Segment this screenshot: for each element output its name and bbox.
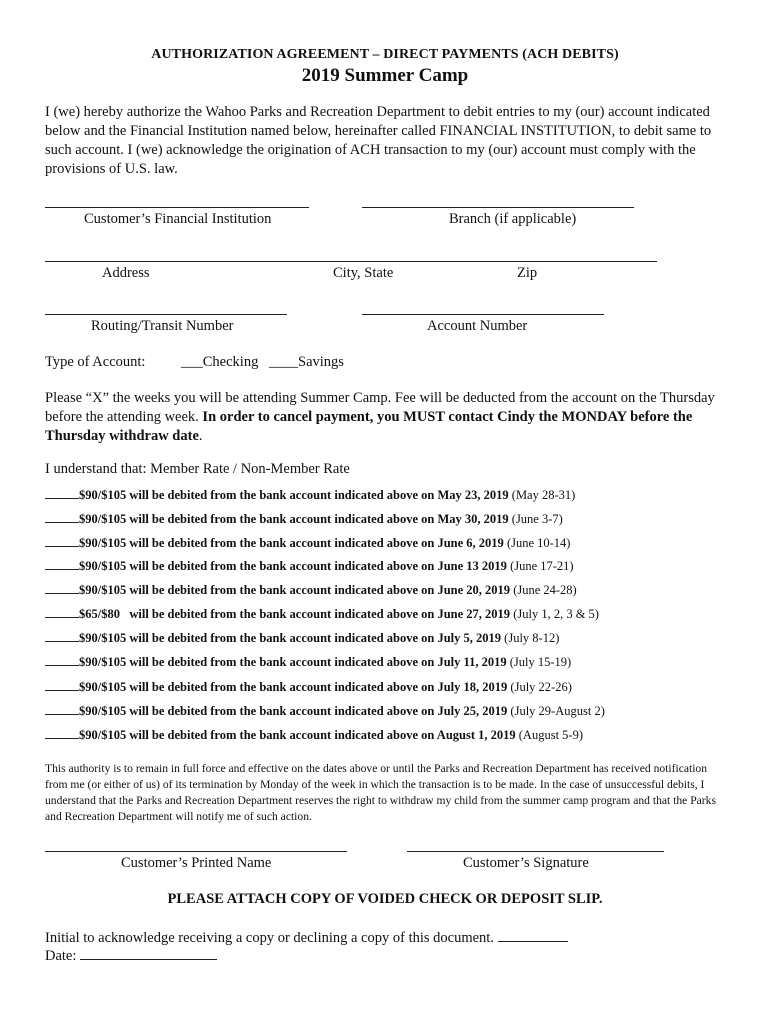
signature-label: Customer’s Signature	[463, 855, 589, 871]
financial-institution-line[interactable]	[45, 207, 309, 208]
debit-row	[45, 535, 570, 551]
debit-text: will be debited from the bank account indicated above on May 30, 2019	[126, 512, 509, 526]
financial-institution-label: Customer’s Financial Institution	[84, 211, 272, 227]
debit-week: (June 10-14)	[503, 536, 571, 550]
debit-week: (August 5-9)	[515, 728, 583, 742]
savings-option[interactable]: ____Savings	[269, 354, 344, 370]
debit-week: (July 8-12)	[501, 631, 560, 645]
debit-text: will be debited from the bank account indicated above on June 27, 2019	[119, 607, 511, 621]
debit-row	[45, 511, 563, 527]
debit-text: will be debited from the bank account indicated above on May 23, 2019	[126, 488, 509, 502]
debit-row	[45, 654, 571, 670]
debit-amount: $90/$105	[79, 655, 127, 669]
debit-week: (June 24-28)	[510, 583, 577, 597]
branch-line[interactable]	[362, 207, 634, 208]
debit-amount: $90/$105	[79, 488, 127, 502]
account-label: Account Number	[427, 318, 528, 334]
week-checkbox[interactable]	[45, 703, 79, 715]
routing-label: Routing/Transit Number	[91, 318, 234, 334]
debit-row	[45, 727, 583, 743]
debit-amount: $65/$80	[79, 607, 120, 621]
debit-week: (July 22-26)	[507, 680, 572, 694]
attach-check-notice: PLEASE ATTACH COPY OF VOIDED CHECK OR DEPOSIT SLIP.	[167, 891, 603, 907]
account-line[interactable]	[362, 314, 604, 315]
address-label: Address	[102, 265, 150, 281]
debit-amount: $90/$105	[79, 704, 127, 718]
checking-option[interactable]: ___Checking	[181, 354, 259, 370]
week-checkbox[interactable]	[45, 606, 79, 618]
debit-text: will be debited from the bank account indicated above on July 25, 2019	[126, 704, 508, 718]
date-field[interactable]	[80, 945, 217, 960]
debit-amount: $90/$105	[79, 680, 127, 694]
debit-text: will be debited from the bank account indicated above on June 6, 2019	[126, 536, 504, 550]
week-checkbox[interactable]	[45, 654, 79, 666]
week-checkbox[interactable]	[45, 558, 79, 570]
week-checkbox[interactable]	[45, 679, 79, 691]
debit-text: will be debited from the bank account indicated above on July 11, 2019	[126, 655, 507, 669]
debit-week: (July 15-19)	[506, 655, 572, 669]
debit-amount: $90/$105	[79, 583, 127, 597]
debit-text: will be debited from the bank account indicated above on July 5, 2019	[126, 631, 502, 645]
debit-row	[45, 703, 605, 719]
authorization-statement: I (we) hereby authorize the Wahoo Parks and Recreation Department to debit entries to my (our) account indicated below and the Financial Institution named below, hereinafter called FINANCIAL INSTITUTION, to debit same to such account. I (we) acknowledge the origination of ACH transaction to my (our) account must comply with the provisions of U.S. law.	[45, 104, 712, 177]
debit-week: (July 1, 2, 3 & 5)	[510, 607, 599, 621]
week-checkbox[interactable]	[45, 487, 79, 499]
debit-row	[45, 679, 572, 695]
debit-row	[45, 487, 575, 503]
week-checkbox[interactable]	[45, 535, 79, 547]
authority-terms: This authority is to remain in full force and effective on the dates above or until the Parks and Recreation Department has received notification from me (or either of us) of its termination by Monday of the week in which the transaction is to be made. In the case of unsuccessful debits, I understand that the Parks and Recreation Department reserves the right to withdraw my child from the summer camp program and that the Parks and Recreation Department will notify me of such action.	[45, 762, 716, 823]
week-checkbox[interactable]	[45, 727, 79, 739]
debit-amount: $90/$105	[79, 631, 127, 645]
zip-label: Zip	[517, 265, 538, 281]
form-subtitle: 2019 Summer Camp	[301, 65, 469, 86]
signature-line[interactable]	[407, 851, 664, 852]
debit-row	[45, 630, 559, 646]
debit-text: will be debited from the bank account indicated above on June 13 2019	[126, 559, 507, 573]
branch-label: Branch (if applicable)	[449, 211, 577, 227]
instructions-end: .	[198, 428, 203, 444]
initial-row	[45, 927, 568, 947]
debit-amount: $90/$105	[79, 512, 127, 526]
debit-amount: $90/$105	[79, 559, 127, 573]
date-label: Date:	[45, 948, 77, 964]
printed-name-label: Customer’s Printed Name	[121, 855, 272, 871]
rate-heading: I understand that: Member Rate / Non-Member Rate	[45, 461, 350, 477]
debit-text: will be debited from the bank account indicated above on July 18, 2019	[126, 680, 508, 694]
cancel-notice: In order to cancel payment, you MUST contact Cindy the MONDAY before the Thursday withdraw date	[45, 409, 693, 444]
instructions	[45, 389, 735, 446]
debit-week: (June 17-21)	[506, 559, 574, 573]
debit-week: (July 29-August 2)	[507, 704, 605, 718]
date-row	[45, 945, 217, 965]
address-line[interactable]	[45, 261, 657, 262]
debit-week: (June 3-7)	[508, 512, 563, 526]
initial-field[interactable]	[498, 927, 568, 942]
initial-label: Initial to acknowledge receiving a copy or declining a copy of this document.	[45, 930, 494, 946]
instructions-text: Please “X” the weeks you will be attending Summer Camp. Fee will be deducted from the account on the Thursday before the attending week.	[45, 390, 715, 425]
city-state-label: City, State	[333, 265, 394, 281]
debit-row	[45, 606, 599, 622]
debit-amount: $90/$105	[79, 536, 127, 550]
routing-line[interactable]	[45, 314, 287, 315]
debit-text: will be debited from the bank account indicated above on June 20, 2019	[126, 583, 511, 597]
account-type-label: Type of Account:	[45, 354, 146, 370]
week-checkbox[interactable]	[45, 582, 79, 594]
week-checkbox[interactable]	[45, 630, 79, 642]
week-checkbox[interactable]	[45, 511, 79, 523]
form-title: AUTHORIZATION AGREEMENT – DIRECT PAYMENTS (ACH DEBITS)	[151, 47, 619, 62]
debit-row	[45, 558, 574, 574]
debit-week: (May 28-31)	[508, 488, 576, 502]
printed-name-line[interactable]	[45, 851, 347, 852]
debit-text: will be debited from the bank account indicated above on August 1, 2019	[126, 728, 516, 742]
debit-amount: $90/$105	[79, 728, 127, 742]
debit-row	[45, 582, 577, 598]
